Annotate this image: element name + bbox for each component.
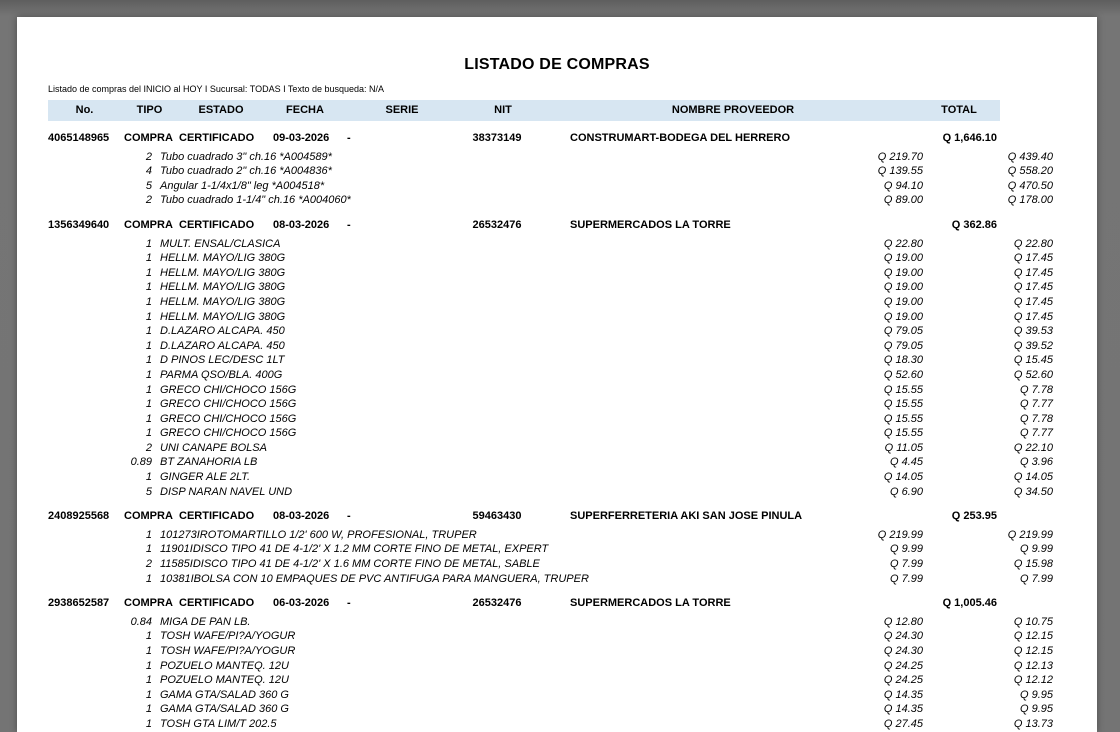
item-description: POZUELO MANTEQ. 12U [160, 659, 289, 672]
item-description: Tubo cuadrado 3" ch.16 *A004589* [160, 150, 332, 163]
item-unit-price: Q 89.00 [883, 194, 923, 207]
purchase-proveedor: SUPERFERRETERIA AKI SAN JOSE PINULA [570, 510, 803, 523]
line-item-row [48, 280, 1053, 295]
item-line-total: Q 17.45 [1013, 252, 1053, 265]
item-line-total: Q 22.10 [1013, 441, 1053, 454]
item-line-total: Q 17.45 [1013, 310, 1053, 323]
item-line-total: Q 39.53 [1013, 325, 1053, 338]
item-unit-price: Q 19.00 [883, 281, 923, 294]
item-unit-price: Q 15.55 [883, 398, 923, 411]
item-line-total: Q 558.20 [1007, 165, 1053, 178]
item-unit-price: Q 15.55 [883, 412, 923, 425]
purchase-estado: CERTIFICADO [179, 597, 255, 610]
line-item-row [48, 251, 1053, 266]
line-item-row [48, 353, 1053, 368]
item-quantity: 1 [145, 339, 152, 352]
item-quantity: 1 [145, 281, 152, 294]
purchase-no: 2938652587 [48, 597, 110, 610]
purchase-fecha: 08-03-2026 [273, 510, 330, 523]
item-line-total: Q 3.96 [1019, 456, 1053, 469]
item-line-total: Q 7.77 [1019, 427, 1053, 440]
report-filter-summary: Listado de compras del INICIO al HOY I Sucursal: TODAS I Texto de busqueda: N/A [48, 84, 385, 94]
line-item-row [48, 383, 1053, 398]
line-item-row [48, 673, 1053, 688]
purchase-total: Q 362.86 [951, 218, 997, 231]
line-item-row [48, 572, 1053, 587]
line-item-row [48, 688, 1053, 703]
item-line-total: Q 7.78 [1019, 412, 1053, 425]
line-item-row [48, 266, 1053, 281]
item-quantity: 2 [145, 194, 152, 207]
item-unit-price: Q 79.05 [883, 325, 923, 338]
item-quantity: 0.84 [130, 615, 152, 628]
column-header-tipo: TIPO [136, 104, 163, 116]
item-quantity: 1 [145, 427, 152, 440]
item-unit-price: Q 79.05 [883, 339, 923, 352]
item-description: GRECO CHI/CHOCO 156G [160, 412, 297, 425]
item-description: Tubo cuadrado 1-1/4" ch.16 *A004060* [160, 194, 351, 207]
purchase-nit: 26532476 [472, 597, 522, 610]
item-description: HELLM. MAYO/LIG 380G [160, 310, 286, 323]
item-description: HELLM. MAYO/LIG 380G [160, 252, 286, 265]
purchase-tipo: COMPRA [124, 132, 173, 144]
column-header-no: No. [75, 104, 94, 116]
line-item-row [48, 397, 1053, 412]
item-line-total: Q 15.45 [1013, 354, 1053, 367]
item-unit-price: Q 24.25 [883, 674, 923, 687]
item-quantity: 1 [145, 703, 152, 716]
column-header-nit: NIT [494, 104, 512, 116]
purchase-row [48, 596, 1000, 611]
item-description: 11585IDISCO TIPO 41 DE 4-1/2' X 1.6 MM CORTE FINO DE METAL, SABLE [160, 558, 540, 571]
item-unit-price: Q 18.30 [883, 354, 923, 367]
purchase-group [48, 218, 1053, 499]
item-line-total: Q 219.99 [1007, 528, 1053, 541]
item-line-total: Q 12.13 [1013, 659, 1053, 672]
item-description: GAMA GTA/SALAD 360 G [160, 688, 289, 701]
item-quantity: 1 [145, 412, 152, 425]
item-quantity: 1 [145, 354, 152, 367]
purchase-no: 1356349640 [48, 218, 110, 231]
purchase-fecha: 09-03-2026 [273, 132, 330, 144]
item-line-total: Q 12.15 [1013, 645, 1053, 657]
purchase-no: 2408925568 [48, 510, 110, 523]
item-unit-price: Q 7.99 [889, 558, 923, 571]
item-description: UNI CANAPE BOLSA [160, 441, 267, 454]
purchase-no: 4065148965 [48, 132, 110, 144]
line-item-row [48, 164, 1053, 179]
item-description: DISP NARAN NAVEL UND [160, 485, 293, 498]
item-quantity: 0.89 [130, 456, 152, 469]
line-item-row [48, 455, 1053, 470]
item-line-total: Q 439.40 [1007, 150, 1053, 163]
item-description: D PINOS LEC/DESC 1LT [160, 354, 285, 367]
item-description: GINGER ALE 2LT. [160, 471, 251, 484]
item-line-total: Q 178.00 [1007, 194, 1053, 207]
purchase-row [48, 218, 1000, 233]
item-description: HELLM. MAYO/LIG 380G [160, 281, 286, 294]
item-line-total: Q 17.45 [1013, 281, 1053, 294]
item-description: PARMA QSO/BLA. 400G [160, 368, 283, 381]
purchase-serie: - [347, 218, 351, 231]
purchase-tipo: COMPRA [124, 218, 173, 231]
item-unit-price: Q 19.00 [883, 310, 923, 323]
item-description: Angular 1-1/4x1/8" leg *A004518* [160, 179, 325, 192]
item-quantity: 1 [145, 471, 152, 484]
item-unit-price: Q 24.30 [883, 645, 923, 657]
item-unit-price: Q 11.05 [884, 441, 923, 454]
column-header-total: TOTAL [941, 104, 977, 116]
item-quantity: 1 [145, 310, 152, 323]
line-item-row [48, 179, 1053, 194]
item-line-total: Q 12.15 [1013, 630, 1053, 643]
purchase-proveedor: CONSTRUMART-BODEGA DEL HERRERO [570, 132, 791, 144]
item-description: GRECO CHI/CHOCO 156G [160, 383, 297, 396]
line-item-row [48, 324, 1053, 339]
item-quantity: 1 [145, 659, 152, 672]
purchase-nit: 38373149 [472, 132, 522, 144]
purchase-nit: 26532476 [472, 218, 522, 231]
purchase-group [48, 596, 1053, 731]
item-unit-price: Q 219.99 [877, 528, 923, 541]
item-description: TOSH GTA LIM/T 202.5 [160, 717, 277, 730]
item-description: GRECO CHI/CHOCO 156G [160, 398, 297, 411]
line-items [48, 528, 1053, 586]
item-unit-price: Q 22.80 [883, 237, 923, 250]
line-item-row [48, 528, 1053, 543]
item-unit-price: Q 24.30 [883, 630, 923, 643]
item-unit-price: Q 6.90 [889, 485, 923, 498]
purchase-total: Q 1,005.46 [942, 597, 997, 610]
purchase-proveedor: SUPERMERCADOS LA TORRE [570, 597, 731, 610]
item-quantity: 1 [145, 688, 152, 701]
item-unit-price: Q 4.45 [889, 456, 923, 469]
line-item-row [48, 193, 1053, 208]
item-quantity: 1 [145, 383, 152, 396]
line-items [48, 237, 1053, 500]
page-title: LISTADO DE COMPRAS [464, 56, 650, 73]
purchase-tipo: COMPRA [124, 510, 173, 523]
item-quantity: 1 [145, 325, 152, 338]
purchase-group [48, 509, 1053, 586]
line-item-row [48, 426, 1053, 441]
item-description: MIGA DE PAN LB. [160, 615, 251, 628]
table-header-row [48, 100, 1000, 121]
line-item-row [48, 339, 1053, 354]
item-quantity: 5 [145, 179, 152, 192]
item-description: HELLM. MAYO/LIG 380G [160, 295, 286, 308]
purchase-serie: - [347, 510, 351, 523]
line-items [48, 150, 1053, 208]
item-unit-price: Q 139.55 [877, 165, 923, 178]
purchase-total: Q 1,646.10 [942, 132, 997, 144]
item-unit-price: Q 14.05 [883, 471, 923, 484]
purchase-fecha: 06-03-2026 [273, 597, 330, 610]
purchase-tipo: COMPRA [124, 597, 173, 610]
item-unit-price: Q 9.99 [889, 543, 923, 556]
line-item-row [48, 717, 1053, 732]
line-item-row [48, 310, 1053, 325]
column-header-fecha: FECHA [286, 104, 324, 116]
item-quantity: 5 [145, 485, 152, 498]
item-quantity: 1 [145, 630, 152, 643]
item-description: HELLM. MAYO/LIG 380G [160, 266, 286, 279]
item-description: GAMA GTA/SALAD 360 G [160, 703, 289, 716]
column-header-estado: ESTADO [198, 104, 244, 116]
line-item-row [48, 150, 1053, 165]
line-item-row [48, 702, 1053, 717]
item-description: TOSH WAFE/PI?A/YOGUR [160, 630, 296, 643]
item-quantity: 2 [145, 150, 152, 163]
item-unit-price: Q 52.60 [883, 368, 923, 381]
purchase-group [48, 131, 1053, 208]
purchase-groups [48, 131, 1053, 732]
item-unit-price: Q 7.99 [889, 572, 923, 585]
item-quantity: 1 [145, 368, 152, 381]
item-quantity: 1 [145, 572, 152, 585]
purchase-serie: - [347, 132, 351, 144]
item-line-total: Q 52.60 [1013, 368, 1053, 381]
item-unit-price: Q 14.35 [883, 703, 923, 716]
item-line-total: Q 7.77 [1019, 398, 1053, 411]
item-unit-price: Q 12.80 [883, 615, 923, 628]
item-quantity: 1 [145, 295, 152, 308]
item-quantity: 1 [145, 252, 152, 265]
item-line-total: Q 10.75 [1013, 615, 1053, 628]
item-line-total: Q 17.45 [1013, 295, 1053, 308]
purchase-nit: 59463430 [472, 510, 522, 523]
item-line-total: Q 15.98 [1013, 558, 1053, 571]
item-quantity: 1 [145, 543, 152, 556]
line-item-row [48, 629, 1053, 644]
item-line-total: Q 17.45 [1013, 266, 1053, 279]
purchase-estado: CERTIFICADO [179, 218, 255, 231]
item-quantity: 1 [145, 237, 152, 250]
item-description: D.LAZARO ALCAPA. 450 [160, 339, 285, 352]
column-header-proveedor: NOMBRE PROVEEDOR [671, 104, 795, 116]
column-header-serie: SERIE [385, 104, 419, 116]
item-line-total: Q 7.78 [1019, 383, 1053, 396]
item-line-total: Q 22.80 [1013, 237, 1053, 250]
item-line-total: Q 34.50 [1013, 485, 1053, 498]
item-quantity: 1 [145, 645, 152, 657]
purchase-estado: CERTIFICADO [179, 132, 255, 144]
item-unit-price: Q 24.25 [883, 659, 923, 672]
purchase-serie: - [347, 597, 351, 610]
item-unit-price: Q 14.35 [883, 688, 923, 701]
item-description: 11901IDISCO TIPO 41 DE 4-1/2' X 1.2 MM CORTE FINO DE METAL, EXPERT [160, 543, 549, 556]
line-item-row [48, 542, 1053, 557]
item-unit-price: Q 27.45 [883, 717, 923, 730]
item-line-total: Q 13.73 [1013, 717, 1053, 730]
item-unit-price: Q 219.70 [877, 150, 923, 163]
item-line-total: Q 9.95 [1019, 688, 1053, 701]
item-description: TOSH WAFE/PI?A/YOGUR [160, 645, 296, 657]
item-description: POZUELO MANTEQ. 12U [160, 674, 289, 687]
item-quantity: 4 [145, 165, 152, 178]
line-item-row [48, 470, 1053, 485]
purchase-total: Q 253.95 [951, 510, 997, 523]
item-quantity: 1 [145, 674, 152, 687]
line-item-row [48, 412, 1053, 427]
purchase-row [48, 131, 1000, 146]
item-quantity: 1 [145, 398, 152, 411]
item-description: 10381IBOLSA CON 10 EMPAQUES DE PVC ANTIFUGA PARA MANGUERA, TRUPER [160, 572, 589, 585]
item-quantity: 1 [145, 266, 152, 279]
purchase-proveedor: SUPERMERCADOS LA TORRE [570, 218, 731, 231]
line-items [48, 615, 1053, 732]
item-quantity: 1 [145, 528, 152, 541]
item-unit-price: Q 19.00 [883, 295, 923, 308]
item-line-total: Q 7.99 [1019, 572, 1053, 585]
item-description: MULT. ENSAL/CLASICA [160, 237, 281, 250]
item-description: BT ZANAHORIA LB [160, 456, 258, 469]
purchase-fecha: 08-03-2026 [273, 218, 330, 231]
item-unit-price: Q 15.55 [883, 427, 923, 440]
purchase-estado: CERTIFICADO [179, 510, 255, 523]
item-description: Tubo cuadrado 2" ch.16 *A004836* [160, 165, 332, 178]
item-unit-price: Q 15.55 [883, 383, 923, 396]
purchase-row [48, 509, 1000, 524]
item-line-total: Q 9.95 [1019, 703, 1053, 716]
item-description: 101273IROTOMARTILLO 1/2' 600 W, PROFESIONAL, TRUPER [160, 528, 477, 541]
item-line-total: Q 14.05 [1013, 471, 1053, 484]
item-unit-price: Q 19.00 [883, 266, 923, 279]
item-unit-price: Q 19.00 [883, 252, 923, 265]
item-quantity: 2 [145, 558, 152, 571]
item-quantity: 2 [145, 441, 152, 454]
line-item-row [48, 237, 1053, 252]
line-item-row [48, 441, 1053, 456]
report-page [17, 17, 1097, 732]
item-line-total: Q 9.99 [1019, 543, 1053, 556]
line-item-row [48, 659, 1053, 674]
item-description: D.LAZARO ALCAPA. 450 [160, 325, 285, 338]
line-item-row [48, 615, 1053, 630]
item-description: GRECO CHI/CHOCO 156G [160, 427, 297, 440]
line-item-row [48, 295, 1053, 310]
line-item-row [48, 557, 1053, 572]
item-line-total: Q 12.12 [1013, 674, 1053, 687]
item-line-total: Q 470.50 [1007, 179, 1053, 192]
item-quantity: 1 [145, 717, 152, 730]
line-item-row [48, 644, 1053, 659]
item-line-total: Q 39.52 [1013, 339, 1053, 352]
line-item-row [48, 485, 1053, 500]
line-item-row [48, 368, 1053, 383]
item-unit-price: Q 94.10 [883, 179, 923, 192]
